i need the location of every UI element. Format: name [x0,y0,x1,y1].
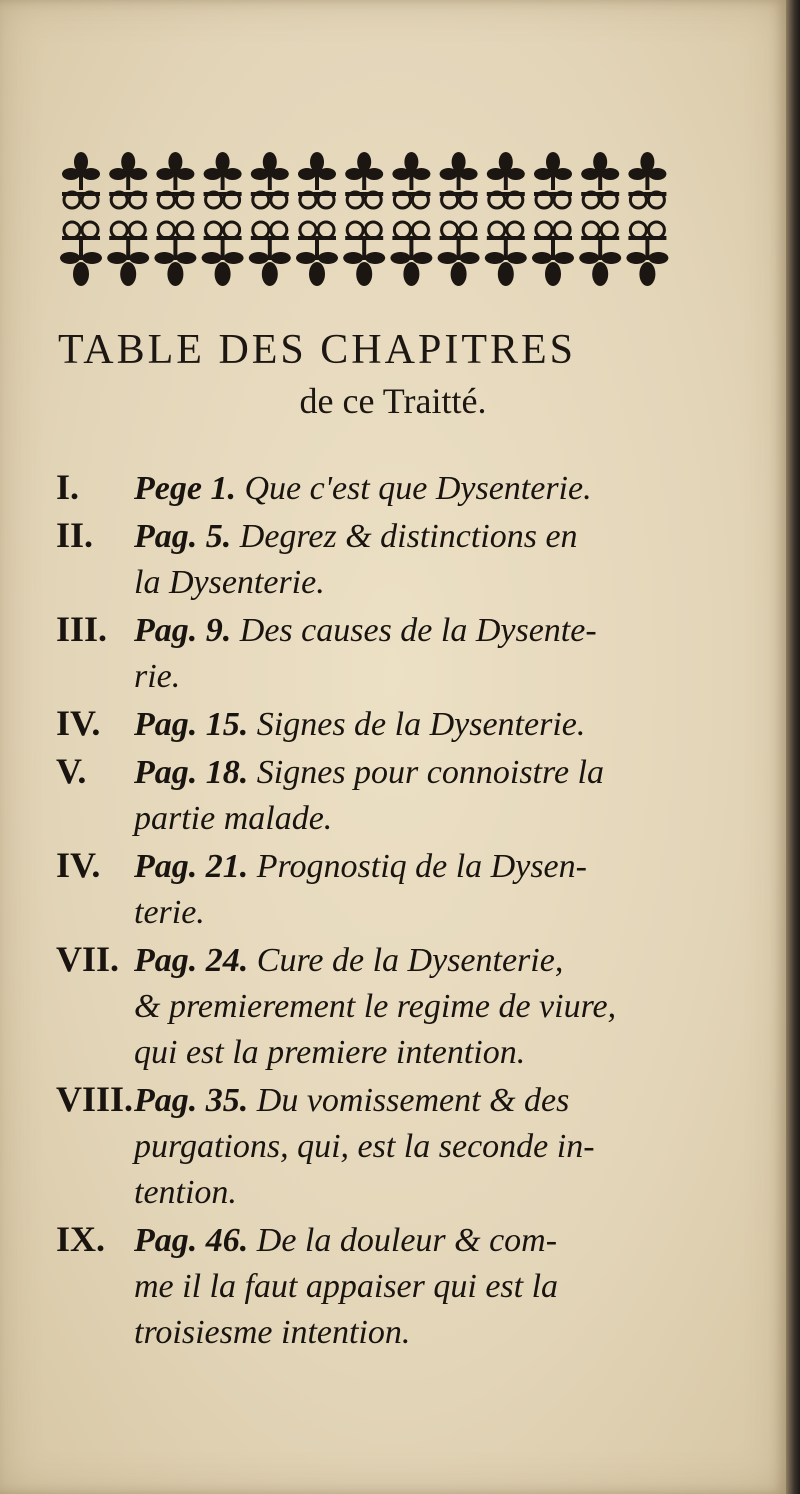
toc-entry [56,512,736,606]
fleuron-top-icon [298,152,336,208]
fleuron-top-icon [440,152,478,208]
chapter-title-continuation: la Dysenterie. [134,564,325,601]
fleuron-bottom-icon [107,222,149,286]
page-reference: Pag. 9. [134,612,232,649]
fleuron-top-icon [345,152,383,208]
chapter-number: I. [56,467,80,507]
fleuron-bottom-icon [249,222,291,286]
chapter-title: Signes pour connoistre la [256,754,605,791]
fleuron-bottom-icon [579,222,621,286]
page-edge [786,0,800,1494]
toc-entry [56,842,736,936]
toc-entry-line [56,842,736,890]
chapter-title-continuation: qui est la premiere intention. [134,1034,526,1071]
chapter-title: Cure de la Dysenterie, [256,942,564,979]
fleuron-bottom-icon [438,222,480,286]
toc-entry-line [56,512,736,560]
chapter-title-continuation: terie. [134,894,205,931]
toc-entry [56,1076,736,1216]
fleuron-top-icon [392,152,430,208]
page-reference: Pege 1. [134,470,236,507]
page-subtitle: de ce Traitté. [299,381,487,421]
fleuron-top-icon [204,152,242,208]
toc-entry [56,1216,736,1356]
chapter-number: IV. [56,703,101,743]
chapter-title: Des causes de la Dysente- [239,612,597,649]
fleuron-top-icon [156,152,194,208]
toc-entry-line [56,464,736,512]
toc-entry [56,464,736,512]
toc-entry-line [56,700,736,748]
page-reference: Pag. 5. [134,518,232,555]
chapter-title-continuation: troisiesme intention. [134,1314,411,1351]
chapter-number: II. [56,515,94,555]
chapter-title-continuation: rie. [134,658,181,695]
fleuron-bottom-icon [60,222,102,286]
chapter-number: VII. [56,939,120,979]
chapter-title: Prognostiq de la Dysen- [256,848,587,885]
chapter-number: IX. [56,1219,106,1259]
table-of-contents [56,464,736,1356]
toc-entry-line [56,936,736,984]
page-reference: Pag. 24. [134,942,249,979]
page-title: TABLE DES CHAPITRES [58,327,576,373]
fleuron-top-icon [628,152,666,208]
page-reference: Pag. 21. [134,848,249,885]
fleuron-bottom-icon [154,222,196,286]
toc-entry [56,936,736,1076]
chapter-title-continuation: me il la faut appaiser qui est la [134,1268,559,1305]
fleuron-top-icon [251,152,289,208]
toc-entry [56,606,736,700]
page-reference: Pag. 15. [134,706,249,743]
toc-entry-line [56,1216,736,1264]
chapter-title-continuation: purgations, qui, est la seconde in- [134,1128,595,1165]
fleuron-bottom-icon [485,222,527,286]
fleuron-ornament-icon [58,148,674,290]
chapter-number: IV. [56,845,101,885]
fleuron-top-icon [109,152,147,208]
chapter-number: III. [56,609,108,649]
chapter-number: V. [56,751,87,791]
chapter-title: Signes de la Dysenterie. [256,706,586,743]
chapter-title-continuation: tention. [134,1174,237,1211]
toc-entry [56,700,736,748]
chapter-title: De la douleur & com- [256,1222,558,1259]
fleuron-bottom-icon [532,222,574,286]
fleuron-bottom-icon [626,222,668,286]
chapter-title: Du vomissement & des [256,1082,570,1119]
chapter-title: Degrez & distinctions en [239,518,578,555]
fleuron-bottom-icon [390,222,432,286]
chapter-title-continuation: & premierement le regime de viure, [134,988,617,1025]
fleuron-top-icon [62,152,100,208]
chapter-number: VIII. [56,1079,134,1119]
page-reference: Pag. 35. [134,1082,249,1119]
page-reference: Pag. 18. [134,754,249,791]
chapter-title-continuation: partie malade. [134,800,333,837]
fleuron-top-icon [487,152,525,208]
fleuron-bottom-icon [202,222,244,286]
fleuron-bottom-icon [343,222,385,286]
toc-entry-line [56,748,736,796]
toc-entry-line [56,606,736,654]
fleuron-top-icon [581,152,619,208]
chapter-title: Que c'est que Dysenterie. [244,470,592,507]
page-reference: Pag. 46. [134,1222,249,1259]
toc-entry [56,748,736,842]
fleuron-top-icon [534,152,572,208]
toc-entry-line [56,1076,736,1124]
fleuron-bottom-icon [296,222,338,286]
